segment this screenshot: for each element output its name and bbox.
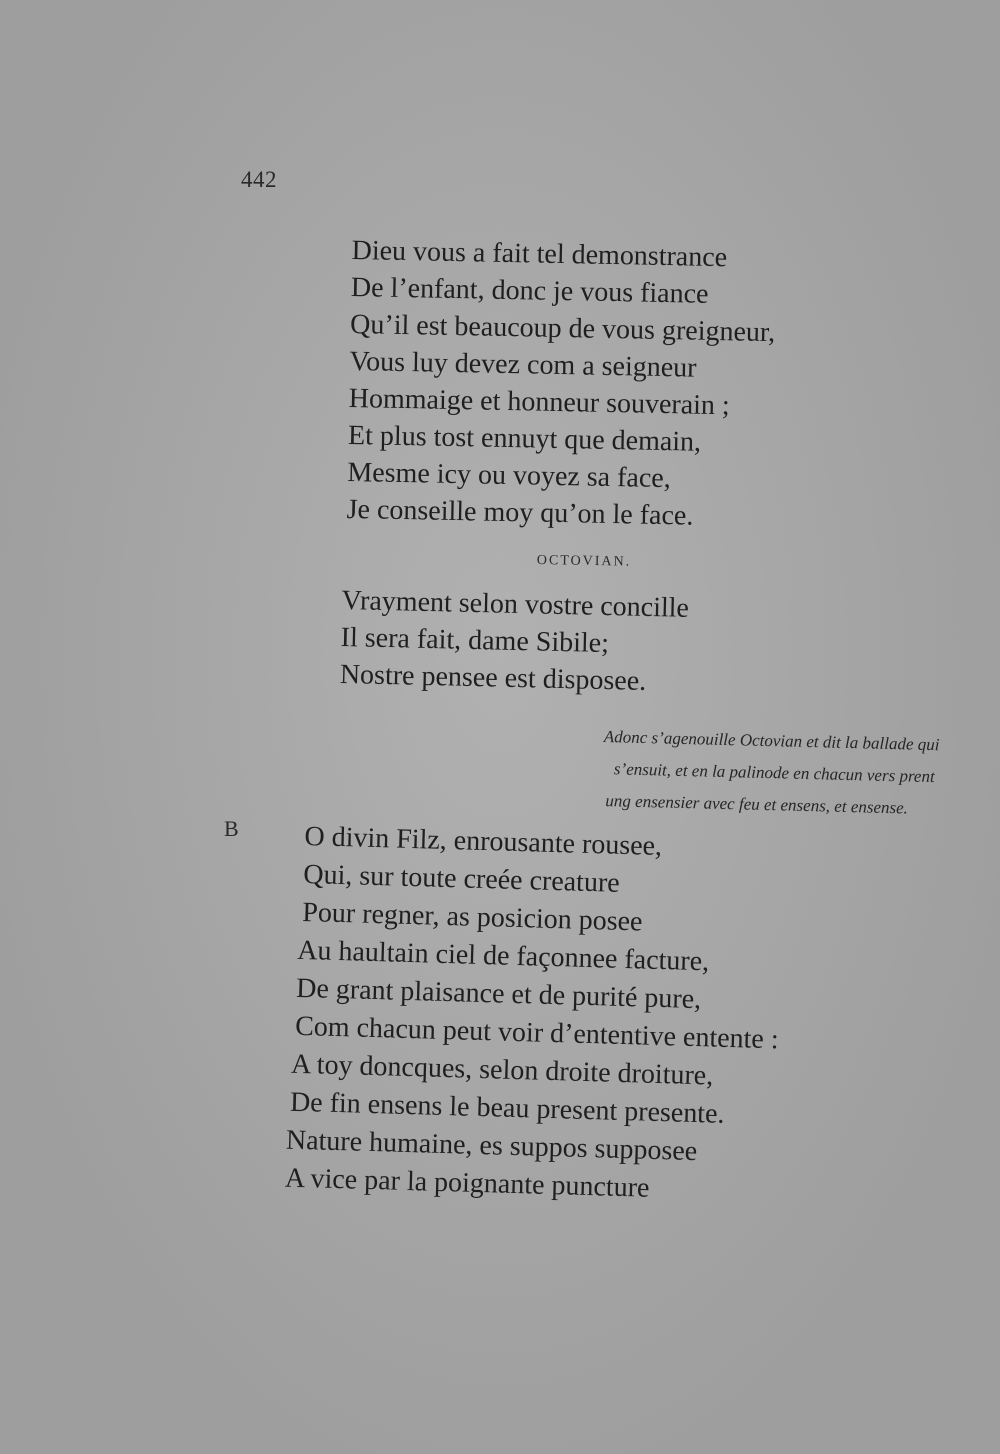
verse-line: Qui, sur toute creée creature (302, 858, 621, 899)
verse-line: Hommaige et honneur souverain ; (348, 382, 731, 422)
verse-line: Au haultain ciel de façonnee facture, (296, 934, 710, 978)
verse-line: Mesme icy ou voyez sa face, (347, 456, 672, 495)
verse-line: Vous luy devez com a seigneur (349, 345, 697, 384)
verse-line: A toy doncques, selon droite droiture, (290, 1048, 714, 1092)
page-number: 442 (241, 167, 277, 192)
verse-line: A vice par la poignante puncture (284, 1162, 650, 1204)
verse-line: De fin ensens le beau present presente. (289, 1086, 725, 1130)
verse-line: Nostre pensee est disposee. (339, 658, 647, 697)
verse-line: De l’enfant, donc je vous fiance (350, 271, 709, 310)
verse-line: De grant plaisance et de purité pure, (295, 972, 702, 1016)
verse-line: Je conseille moy qu’on le face. (346, 493, 694, 532)
ballad-stanza (284, 818, 784, 1211)
verse-line: Qu’il est beaucoup de vous greigneur, (349, 308, 776, 349)
margin-letter: B (224, 816, 239, 841)
verse-line: Com chacun peut voir d’ententive entente : (294, 1010, 780, 1056)
verse-line: Nature humaine, es suppos supposee (285, 1124, 698, 1168)
verse-line: O divin Filz, enrousante rousee, (304, 820, 663, 862)
verse-line: Dieu vous a fait tel demonstrance (351, 234, 728, 274)
verse-line: Et plus tost ennuyt que demain, (347, 419, 702, 458)
speaker-heading: OCTOVIAN. (536, 553, 632, 570)
stanza-octovian-reply (339, 582, 689, 701)
stanza-sibile-speech (346, 232, 777, 536)
verse-line: Pour regner, as posicion posee (301, 896, 643, 938)
stage-direction-line: ung ensensier avec feu et ensens, et ensense. (605, 791, 909, 818)
stage-direction-line: Adonc s’agenouille Octovian et dit la ballade qui (603, 727, 940, 755)
stage-direction-line: s’ensuit, et en la palinode en chacun vers prent (613, 759, 935, 787)
stage-direction (478, 718, 940, 825)
verse-line: Il sera fait, dame Sibile; (340, 621, 610, 660)
verse-line: Vrayment selon vostre concille (341, 584, 690, 624)
